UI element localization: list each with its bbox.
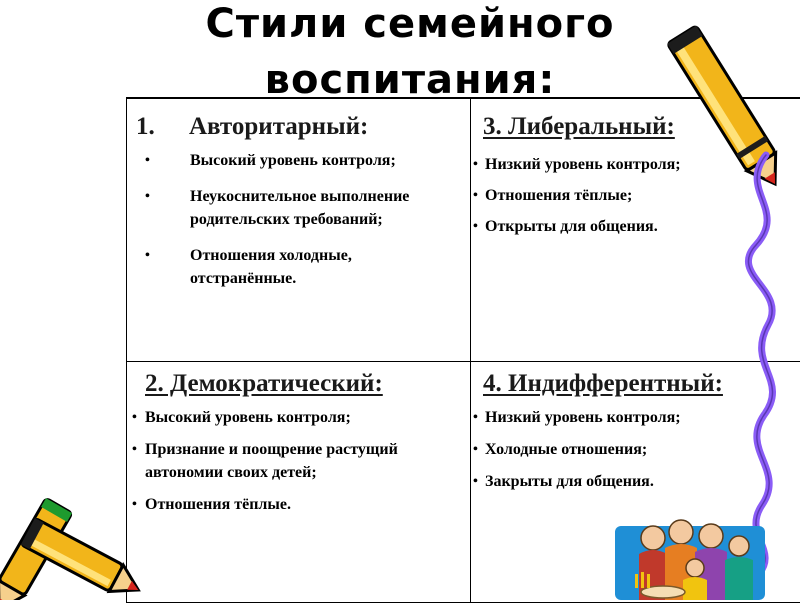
cell-democratic [127, 362, 471, 603]
bullet-icon: • [473, 184, 478, 207]
list-item: • Неукоснительное выполнение родительских требований; [127, 185, 460, 231]
cell-heading: 3. Либеральный: [483, 113, 800, 145]
bullet-icon: • [473, 438, 478, 461]
list-item: • Отношения тёплые. [127, 493, 435, 516]
cell-number: 1. [136, 113, 155, 141]
list-item: • Отношения холодные, отстранённые. [127, 244, 460, 290]
cell-heading [127, 113, 470, 145]
bullet-icon: • [473, 215, 478, 238]
cell-authoritarian [127, 98, 471, 362]
bullet-icon: • [132, 406, 137, 429]
crayons-icon [0, 478, 150, 600]
list-item: • Низкий уровень контроля; [471, 406, 800, 429]
cell-heading-text: Авторитарный: [189, 113, 368, 141]
list-item: • Открыты для общения. [471, 215, 800, 238]
list-item: • Отношения тёплые; [471, 184, 800, 207]
bullet-icon: • [473, 406, 478, 429]
cell-heading: 2. Демократический: [145, 370, 470, 402]
family-illustration-icon [615, 506, 765, 600]
list-item: • Высокий уровень контроля; [127, 149, 460, 172]
list-item: • Признание и поощрение растущий автономии своих детей; [127, 438, 435, 484]
bullet-icon: • [145, 185, 150, 208]
bullet-list [127, 149, 470, 290]
list-item: • Холодные отношения; [471, 438, 800, 461]
bullet-icon: • [145, 244, 150, 267]
list-item: • Низкий уровень контроля; [471, 153, 800, 176]
cell-heading: 4. Индифферентный: [483, 370, 800, 402]
bullet-icon: • [473, 153, 478, 176]
list-item: • Высокий уровень контроля; [127, 406, 435, 429]
bullet-icon: • [132, 438, 137, 461]
bullet-icon: • [145, 149, 150, 172]
bullet-icon: • [473, 470, 478, 493]
bullet-icon: • [132, 493, 137, 516]
bullet-list [127, 406, 470, 516]
list-item: • Закрыты для общения. [471, 470, 800, 493]
slide-title: Стили семейного воспитания: [150, 0, 670, 108]
